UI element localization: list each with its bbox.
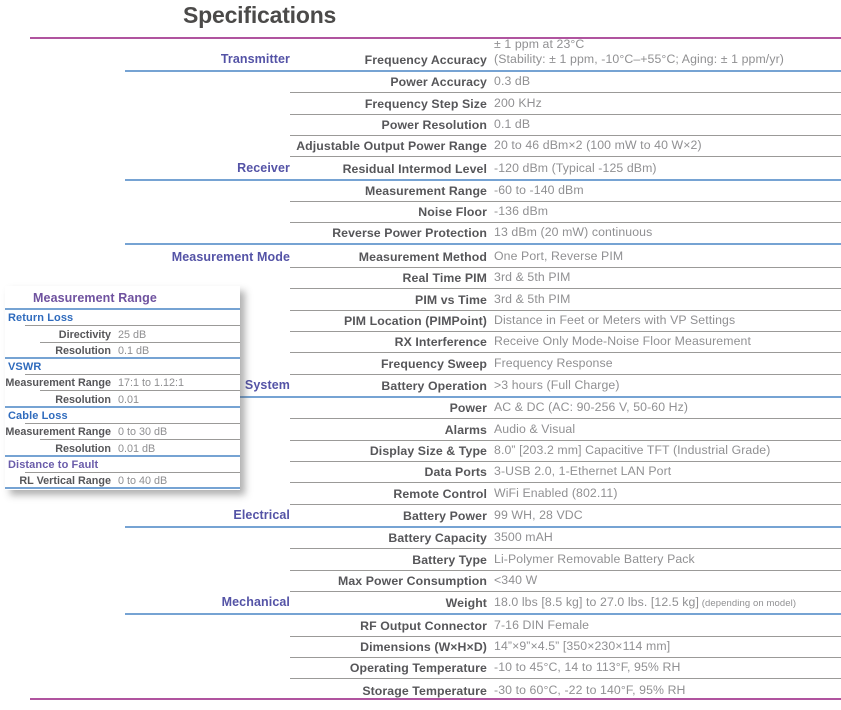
spec-label: PIM Location (PIMPoint) (343, 313, 487, 328)
spec-row-body (125, 592, 841, 616)
measurement-range-panel-body (5, 310, 240, 489)
spec-row-content (290, 353, 841, 374)
sidebar-spec-label: Measurement Range (5, 377, 111, 390)
spec-label: Reverse Power Protection (332, 225, 487, 240)
spec-value: 200 KHz (494, 95, 542, 110)
spec-row-content (290, 136, 841, 157)
spec-row-content (290, 289, 841, 310)
spec-row-body (125, 136, 841, 157)
spec-label: Residual Intermod Level (342, 161, 487, 176)
spec-row (0, 615, 841, 636)
spec-row-content (290, 549, 841, 570)
spec-label: Weight (445, 596, 487, 611)
spec-row-body (125, 181, 841, 202)
spec-value-line1: ± 1 ppm at 23°C (494, 37, 585, 51)
sidebar-spec-label: RL Vertical Range (19, 475, 111, 488)
spec-value: Li-Polymer Removable Battery Pack (494, 551, 695, 566)
sidebar-spec-row (5, 424, 240, 440)
spec-label: Real Time PIM (402, 271, 487, 286)
spec-value: >3 hours (Full Charge) (494, 378, 620, 393)
sidebar-spec-value: 0.01 dB (118, 442, 156, 455)
spec-value: 8.0” [203.2 mm] Capacitive TFT (Industrial Grade) (494, 442, 771, 457)
spec-label: Noise Floor (418, 205, 487, 220)
spec-row-content (290, 419, 841, 440)
spec-row-content (290, 441, 841, 462)
spec-row-body (125, 245, 841, 269)
spec-row-content (290, 375, 841, 397)
spec-value: AC & DC (AC: 90-256 V, 50-60 Hz) (494, 400, 689, 415)
spec-row-body (125, 202, 841, 223)
spec-row-content (290, 637, 841, 658)
spec-row-content (290, 245, 841, 269)
sidebar-group-header (5, 457, 240, 473)
sidebar-spec-label: Directivity (58, 328, 111, 341)
sidebar-spec-label: Measurement Range (5, 426, 111, 439)
sidebar-spec-row (5, 326, 240, 342)
spec-row-content (290, 462, 841, 483)
spec-row-content (290, 223, 841, 242)
spec-row-body (125, 223, 841, 244)
spec-value (487, 37, 841, 70)
spec-label: Power Accuracy (390, 75, 487, 90)
section-label: Transmitter (220, 52, 290, 66)
spec-value: 18.0 lbs [8.5 kg] to 27.0 lbs. [12.5 kg] (depending on model) (494, 595, 797, 610)
spec-value: 0.3 dB (494, 74, 531, 89)
spec-row-content (290, 528, 841, 549)
spec-row-content (290, 505, 841, 527)
section-label (125, 202, 290, 223)
spec-value: 7-16 DIN Female (494, 617, 590, 632)
spec-row-body (125, 571, 841, 592)
spec-value: One Port, Reverse PIM (494, 249, 624, 264)
sidebar-spec-value: 0.1 dB (118, 344, 150, 357)
sidebar-spec-row (5, 473, 240, 489)
spec-value: 3rd & 5th PIM (494, 291, 571, 306)
spec-value: Audio & Visual (494, 421, 576, 436)
section-label (125, 615, 290, 636)
spec-row-body (125, 157, 841, 181)
spec-label: Operating Temperature (349, 661, 487, 676)
spec-row (0, 157, 841, 181)
bottom-divider (30, 698, 841, 700)
spec-row-content (290, 311, 841, 332)
spec-label: Data Ports (424, 465, 487, 480)
spec-row-content (290, 157, 841, 179)
spec-row (0, 181, 841, 202)
spec-value: -10 to 45°C, 14 to 113°F, 95% RH (494, 660, 681, 675)
spec-value: 3500 mAH (494, 530, 553, 545)
section-label: System (244, 378, 290, 393)
spec-label: PIM vs Time (415, 292, 487, 307)
sidebar-spec-value: 25 dB (118, 328, 147, 341)
spec-row (0, 592, 841, 616)
spec-row-body (125, 528, 841, 549)
spec-row-content (290, 72, 841, 93)
spec-label: Measurement Range (365, 183, 487, 198)
spec-label: Measurement Method (358, 250, 487, 265)
spec-row-content (290, 592, 841, 614)
spec-row-body (125, 93, 841, 114)
spec-label: Display Size & Type (369, 443, 487, 458)
spec-row-body (125, 39, 841, 72)
spec-row-content (290, 93, 841, 114)
spec-label: Alarms (444, 422, 487, 437)
sidebar-group-header (5, 359, 240, 375)
spec-label: Battery Capacity (388, 531, 487, 546)
spec-row (0, 637, 841, 658)
spec-value: 3-USB 2.0, 1-Ethernet LAN Port (494, 464, 672, 479)
spec-row (0, 93, 841, 114)
section-label (125, 115, 290, 136)
spec-value: 3rd & 5th PIM (494, 270, 571, 285)
spec-value-note: (depending on model) (698, 598, 797, 610)
spec-label: Frequency Accuracy (364, 53, 487, 67)
spec-row (0, 245, 841, 269)
spec-row (0, 72, 841, 93)
spec-value: <340 W (494, 572, 538, 587)
sidebar-spec-value: 0 to 30 dB (118, 426, 168, 439)
spec-row-content (290, 571, 841, 592)
spec-value: 0.1 dB (494, 116, 531, 131)
spec-row-body (125, 505, 841, 529)
spec-row (0, 39, 841, 72)
spec-label: Storage Temperature (362, 683, 487, 698)
measurement-range-panel-title: Measurement Range (5, 286, 240, 310)
section-label: Measurement Mode (171, 250, 290, 265)
sidebar-spec-row (5, 440, 240, 456)
sidebar-group-name: VSWR (8, 361, 42, 374)
sidebar-spec-label: Resolution (55, 393, 111, 406)
spec-row (0, 658, 841, 679)
spec-row (0, 223, 841, 244)
spec-label: Max Power Consumption (338, 573, 487, 588)
sidebar-spec-row (5, 375, 240, 391)
spec-value: 13 dBm (20 mW) continuous (494, 224, 653, 239)
spec-label: Adjustable Output Power Range (296, 139, 487, 154)
section-label: Receiver (237, 160, 290, 175)
sidebar-spec-label: Resolution (55, 344, 111, 357)
spec-row-content (290, 332, 841, 353)
spec-row-content (290, 181, 841, 202)
sidebar-group-name: Return Loss (8, 312, 74, 325)
spec-value: Receive Only Mode-Noise Floor Measurement (494, 334, 751, 349)
sidebar-spec-label: Resolution (55, 442, 111, 455)
section-label (125, 93, 290, 114)
sidebar-group-header (5, 408, 240, 424)
spec-row-body (125, 72, 841, 93)
sidebar-group-name: Distance to Fault (8, 458, 99, 471)
spec-label: Battery Operation (381, 379, 487, 394)
sidebar-spec-row (5, 391, 240, 407)
spec-row-body (125, 549, 841, 570)
section-label (125, 528, 290, 549)
sidebar-spec-row (5, 343, 240, 359)
section-label: Electrical (233, 508, 290, 523)
spec-row-body (125, 637, 841, 658)
spec-row (0, 571, 841, 592)
spec-row-content (290, 39, 841, 70)
spec-value: WiFi Enabled (802.11) (494, 485, 618, 500)
spec-row (0, 549, 841, 570)
sidebar-spec-value: 17:1 to 1.12:1 (118, 377, 185, 390)
spec-row (0, 115, 841, 136)
spec-label: Power Resolution (381, 117, 487, 132)
spec-row-body (125, 115, 841, 136)
spec-row-body (125, 615, 841, 636)
spec-label: RF Output Connector (360, 618, 487, 633)
spec-row-content (290, 483, 841, 504)
sidebar-group-header (5, 310, 240, 326)
spec-label: Frequency Sweep (380, 356, 487, 371)
sidebar-group-name: Cable Loss (8, 410, 68, 423)
spec-value: 14”×9”×4.5” [350×230×114 mm] (494, 639, 671, 654)
spec-value: -60 to -140 dBm (494, 182, 584, 197)
spec-label: Remote Control (393, 486, 487, 501)
spec-row (0, 136, 841, 157)
spec-row (0, 505, 841, 529)
spec-value: -120 dBm (Typical -125 dBm) (494, 160, 657, 175)
spec-row (0, 202, 841, 223)
spec-value: Frequency Response (494, 355, 613, 370)
spec-value-line2: (Stability: ± 1 ppm, -10°C–+55°C; Aging: ± 1 ppm/yr) (494, 52, 784, 66)
section-label (125, 72, 290, 93)
spec-value: 99 WH, 28 VDC (494, 508, 583, 523)
spec-row-content (290, 615, 841, 636)
section-label (125, 181, 290, 202)
spec-label: Power (449, 401, 487, 416)
spec-label: RX Interference (394, 335, 487, 350)
spec-row-content (290, 398, 841, 419)
sidebar-spec-value: 0 to 40 dB (118, 475, 168, 488)
spec-label: Battery Power (403, 509, 487, 524)
spec-label: Battery Type (412, 552, 487, 567)
spec-label: Dimensions (W×H×D) (360, 640, 487, 655)
spec-label: Frequency Step Size (364, 96, 487, 111)
spec-row-content (290, 115, 841, 136)
spec-row-content (290, 202, 841, 223)
spec-row-body (125, 658, 841, 679)
spec-value: -136 dBm (494, 204, 549, 219)
section-label (125, 571, 290, 592)
section-label (125, 658, 290, 679)
spec-value: 20 to 46 dBm×2 (100 mW to 40 W×2) (494, 138, 702, 153)
section-label (125, 549, 290, 570)
section-label (125, 637, 290, 658)
spec-row-content (290, 268, 841, 289)
spec-value: -30 to 60°C, -22 to 140°F, 95% RH (494, 682, 686, 697)
section-label (125, 136, 290, 157)
spec-row (0, 528, 841, 549)
sidebar-spec-value: 0.01 (118, 393, 140, 406)
spec-row-content (290, 658, 841, 679)
measurement-range-panel (5, 286, 240, 490)
spec-value: Distance in Feet or Meters with VP Settings (494, 312, 736, 327)
section-label: Mechanical (221, 595, 290, 610)
page-title: Specifications (183, 2, 337, 28)
section-label (125, 223, 290, 242)
